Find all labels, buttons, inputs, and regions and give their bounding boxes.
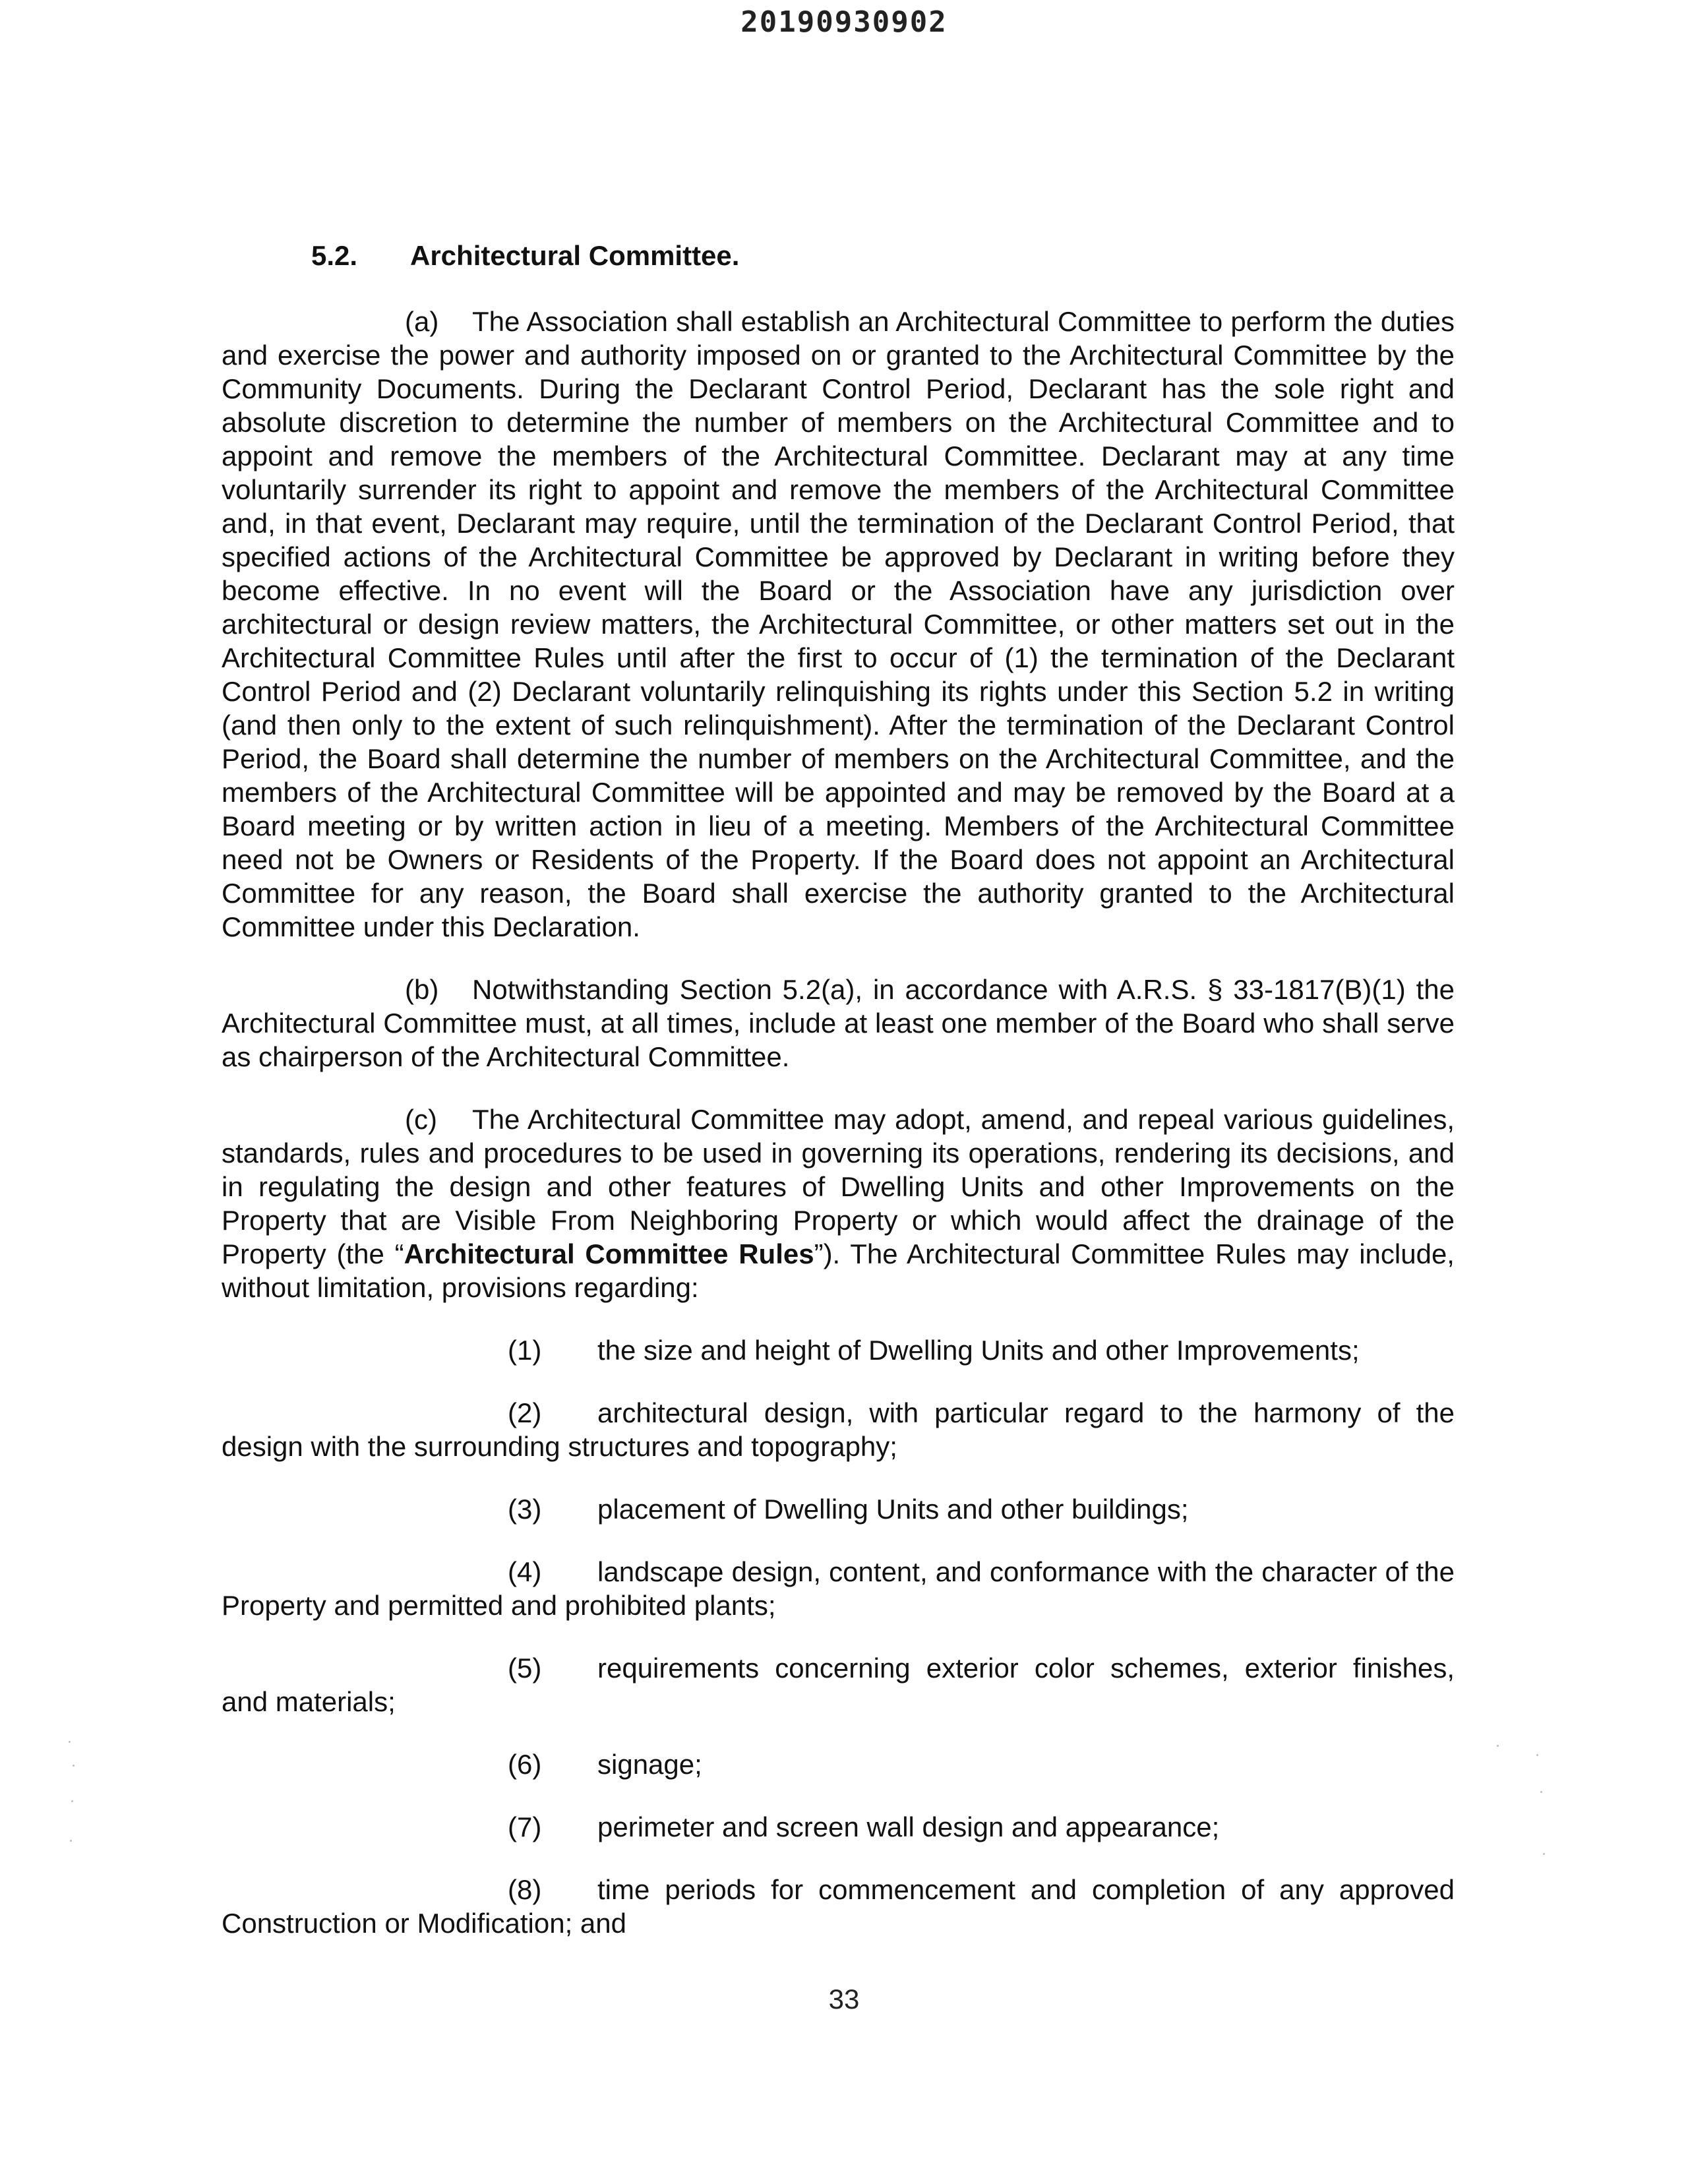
paragraph-c-text-after: ”). The Architectural Committee Rules may include, without limitation, provisions regarding: <box>222 1238 1455 1303</box>
paragraph-b-marker: (b) <box>405 974 439 1005</box>
section-number: 5.2. <box>311 240 358 271</box>
list-item <box>222 1333 1455 1367</box>
paragraph-b-text: Notwithstanding Section 5.2(a), in accordance with A.R.S. § 33-1817(B)(1) the Architectural Committee must, at all times, include at least one member of the Board who shall serve as chairperson of the Architectural Committee. <box>222 974 1455 1072</box>
list-item-text: architectural design, with particular regard to the harmony of the design with the surrounding structures and topography; <box>222 1397 1455 1462</box>
scan-speck <box>70 1840 72 1842</box>
list-item-text: requirements concerning exterior color schemes, exterior finishes, and materials; <box>222 1653 1455 1717</box>
list-item-marker: (8) <box>508 1874 542 1905</box>
list-item-marker: (4) <box>508 1556 542 1587</box>
section-title: Architectural Committee. <box>410 240 740 271</box>
list-item-marker: (6) <box>508 1749 542 1780</box>
scan-speck <box>1543 1853 1545 1855</box>
paragraph-a <box>222 305 1455 944</box>
paragraph-c <box>222 1103 1455 1304</box>
scan-speck <box>1497 1745 1499 1747</box>
scan-speck <box>73 1765 75 1767</box>
list-item-text: signage; <box>597 1749 702 1780</box>
list-item <box>222 1747 1455 1781</box>
paragraph-c-marker: (c) <box>405 1104 437 1135</box>
list-item <box>222 1651 1455 1718</box>
paragraph-a-marker: (a) <box>405 306 439 337</box>
paragraph-b <box>222 973 1455 1074</box>
list-item <box>222 1396 1455 1463</box>
list-item-text: the size and height of Dwelling Units and other Improvements; <box>597 1335 1360 1366</box>
list-item-text: landscape design, content, and conformance with the character of the Property and permitted and prohibited plants; <box>222 1556 1455 1621</box>
list-item-text: time periods for commencement and completion of any approved Construction or Modification; and <box>222 1874 1455 1939</box>
paragraph-a-text: The Association shall establish an Architectural Committee to perform the duties and exercise the power and authority imposed on or granted to the Architectural Committee by the Community Documents. During the Declarant Control Period, Declarant has the sole right and absolute discretion to determine the number of members on the Architectural Committee and to appoint and remove the members of the Architectural Committee. Declarant may at any time voluntarily surrender its right to appoint and remove the members of the Architectural Committee and, in that event, Declarant may require, until the termination of the Declarant Control Period, that specified actions of the Architectural Committee be approved by Declarant in writing before they become effective. In no event will the Board or the Association have any jurisdiction over architectural or design review matters, the Architectural Committee, or other matters set out in the Architectural Committee Rules until after the first to occur of (1) the termination of the Declarant Control Period and (2) Declarant voluntarily relinquishing its rights under this Section 5.2 in writing (and then only to the extent of such relinquishment). After the termination of the Declarant Control Period, the Board shall determine the number of members on the Architectural Committee, and the members of the Architectural Committee will be appointed and may be removed by the Board at a Board meeting or by written action in lieu of a meeting. Members of the Architectural Committee need not be Owners or Residents of the Property. If the Board does not appoint an Architectural Committee for any reason, the Board shall exercise the authority granted to the Architectural Committee under this Declaration. <box>222 306 1455 942</box>
section-heading <box>222 239 1455 273</box>
scan-speck <box>1536 1754 1538 1756</box>
scan-speck <box>69 1741 71 1743</box>
list-item <box>222 1492 1455 1526</box>
list-item-text: placement of Dwelling Units and other buildings; <box>597 1494 1189 1525</box>
list-item <box>222 1555 1455 1622</box>
list-item-marker: (3) <box>508 1494 542 1525</box>
scan-speck <box>1540 1791 1542 1793</box>
paragraph-c-text-before: The Architectural Committee may adopt, amend, and repeal various guidelines, standards, rules and procedures to be used in governing its operations, rendering its decisions, and in regulating the design and other features of Dwelling Units and other Improvements on the Property that are Visible From Neighboring Property or which would affect the drainage of the Property (the “ <box>222 1104 1455 1269</box>
list-item <box>222 1810 1455 1844</box>
list-item-marker: (2) <box>508 1397 542 1428</box>
list-item <box>222 1873 1455 1940</box>
recording-number: 20190930902 <box>740 5 948 39</box>
list-item-marker: (7) <box>508 1811 542 1842</box>
page-number: 33 <box>828 1984 860 2015</box>
scan-speck <box>71 1800 73 1802</box>
list-item-marker: (1) <box>508 1335 542 1366</box>
document-body <box>222 239 1455 1969</box>
list-item-text: perimeter and screen wall design and appearance; <box>597 1811 1220 1842</box>
list-item-marker: (5) <box>508 1653 542 1684</box>
defined-term: Architectural Committee Rules <box>404 1238 814 1269</box>
